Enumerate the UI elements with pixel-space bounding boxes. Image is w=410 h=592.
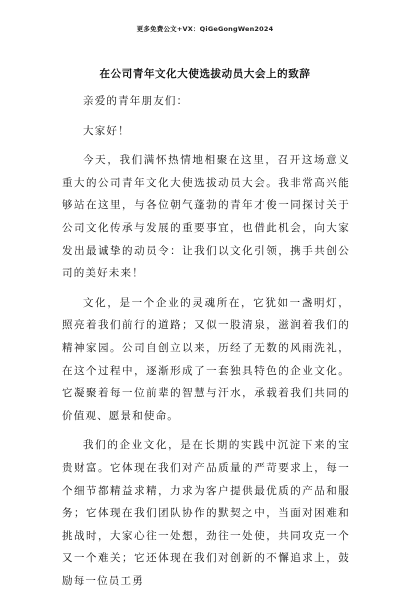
document-title: 在公司青年文化大使选拔动员大会上的致辞 bbox=[99, 68, 311, 80]
salutation: 亲爱的青年朋友们： bbox=[83, 95, 189, 107]
paragraph: 我们的企业文化，是在长期的实践中沉淀下来的宝贵财富。它体现在我们对产品质量的严苛要求上，每一个细节都精益求精，力求为客户提供最优质的产品和服务；它体现在我们团队协作的默契之中，当面对困难和挑战时，大家心往一处想，劲往一处使，共同攻克一个又一个难关；它还体现在我们对创新的不懈追求上，鼓励每一位员工勇 bbox=[62, 439, 350, 587]
header-note: 更多免费公文+VX：QiGeGongWen2024 bbox=[136, 25, 274, 33]
paragraph: 今天，我们满怀热情地相聚在这里，召开这场意义重大的公司青年文化大使选拔动员大会。我非常高兴能够站在这里，与各位朝气蓬勃的青年才俊一同探讨关于公司文化传承与发展的重要事宜，也借此机会，向大家发出最诚挚的动员令：让我们以文化引领，携手共创公司的美好未来！ bbox=[62, 154, 350, 280]
greeting: 大家好！ bbox=[83, 124, 130, 137]
paragraph: 文化，是一个企业的灵魂所在，它犹如一盏明灯，照亮着我们前行的道路；又似一股清泉，滋润着我们的精神家园。公司自创立以来，历经了无数的风雨洗礼，在这个过程中，逐渐形成了一套独具特色的企业文化。它凝聚着每一位前辈的智慧与汗水，承载着我们共同的价值观、愿景和使命。 bbox=[62, 296, 350, 422]
document-body bbox=[62, 90, 350, 592]
